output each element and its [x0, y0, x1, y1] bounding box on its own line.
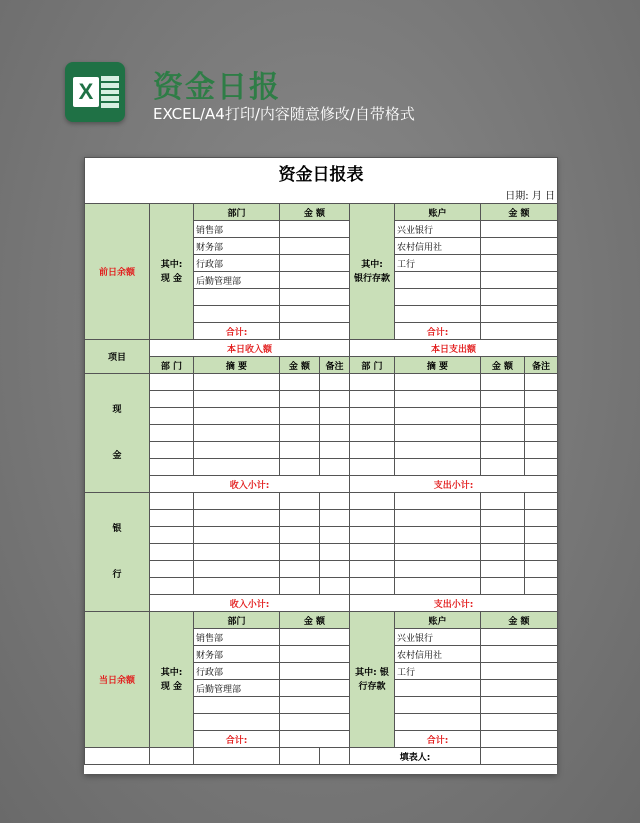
opening-amount-cell[interactable] — [280, 289, 350, 306]
closing-bank-amount-cell[interactable] — [481, 646, 558, 663]
table-cell[interactable] — [150, 425, 194, 442]
opening-account-cell[interactable] — [395, 306, 481, 323]
opening-amount-cell[interactable] — [280, 238, 350, 255]
closing-dept-cell[interactable]: 行政部 — [194, 663, 280, 680]
opening-dept-cell[interactable]: 后勤管理部 — [194, 272, 280, 289]
table-cell[interactable] — [150, 493, 194, 510]
table-cell[interactable] — [320, 544, 350, 561]
table-cell[interactable] — [280, 493, 320, 510]
closing-bank-amount-cell[interactable] — [481, 680, 558, 697]
closing-amount-cell[interactable] — [280, 714, 350, 731]
table-cell — [150, 748, 194, 765]
closing-account-cell[interactable] — [395, 680, 481, 697]
table-cell[interactable] — [320, 510, 350, 527]
opening-bank-amount-cell[interactable] — [481, 306, 558, 323]
opening-account-cell[interactable] — [395, 272, 481, 289]
closing-account-cell[interactable] — [395, 714, 481, 731]
table-cell[interactable] — [320, 442, 350, 459]
table-cell[interactable] — [280, 527, 320, 544]
table-cell[interactable] — [350, 510, 395, 527]
table-cell[interactable] — [395, 442, 481, 459]
table-cell[interactable] — [395, 408, 481, 425]
table-cell[interactable] — [395, 425, 481, 442]
opening-account-cell[interactable]: 农村信用社 — [395, 238, 481, 255]
closing-bank-amount-header: 金 额 — [481, 612, 558, 629]
opening-bank-amount-cell[interactable] — [481, 255, 558, 272]
closing-bank-amount-cell[interactable] — [481, 697, 558, 714]
table-cell[interactable] — [194, 425, 280, 442]
cash-income-subtotal: 收入小计: — [150, 476, 350, 493]
opening-account-header: 账户 — [395, 204, 481, 221]
opening-bank-amount-cell[interactable] — [481, 238, 558, 255]
table-cell[interactable] — [395, 578, 481, 595]
table-cell[interactable] — [525, 391, 558, 408]
table-cell[interactable] — [320, 578, 350, 595]
table-cell[interactable] — [280, 578, 320, 595]
table-cell[interactable] — [525, 578, 558, 595]
table-cell[interactable] — [150, 578, 194, 595]
table-cell[interactable] — [350, 493, 395, 510]
table-cell[interactable] — [395, 391, 481, 408]
table-cell[interactable] — [150, 527, 194, 544]
opening-total-left: 合计: — [194, 323, 280, 340]
table-cell[interactable] — [150, 561, 194, 578]
col-amount-expense: 金 额 — [481, 357, 525, 374]
closing-bank-total-amount[interactable] — [481, 731, 558, 748]
date-field: 日期: 月 日 — [85, 187, 558, 204]
table-cell[interactable] — [150, 408, 194, 425]
table-cell[interactable] — [525, 510, 558, 527]
opening-amount-cell[interactable] — [280, 221, 350, 238]
table-cell[interactable] — [320, 374, 350, 391]
closing-dept-cell[interactable] — [194, 697, 280, 714]
project-label: 项目 — [85, 340, 150, 374]
table-cell[interactable] — [525, 527, 558, 544]
closing-dept-cell[interactable]: 销售部 — [194, 629, 280, 646]
table-cell[interactable] — [280, 459, 320, 476]
opening-dept-header: 部门 — [194, 204, 280, 221]
table-cell[interactable] — [481, 493, 525, 510]
table-cell[interactable] — [280, 561, 320, 578]
table-cell[interactable] — [525, 408, 558, 425]
closing-dept-cell[interactable] — [194, 714, 280, 731]
bank-label: 银 行 — [85, 493, 150, 612]
table-cell[interactable] — [194, 459, 280, 476]
table-cell[interactable] — [280, 374, 320, 391]
opening-account-cell[interactable]: 兴业银行 — [395, 221, 481, 238]
table-cell[interactable] — [350, 374, 395, 391]
table-cell[interactable] — [481, 442, 525, 459]
opening-account-cell[interactable] — [395, 289, 481, 306]
table-cell[interactable] — [525, 425, 558, 442]
table-cell[interactable] — [194, 374, 280, 391]
table-cell[interactable] — [395, 544, 481, 561]
closing-account-cell[interactable]: 工行 — [395, 663, 481, 680]
opening-amount-cell[interactable] — [280, 255, 350, 272]
table-cell[interactable] — [395, 374, 481, 391]
excel-logo-letter: X — [73, 77, 99, 107]
table-cell[interactable] — [525, 459, 558, 476]
opening-bank-amount-cell[interactable] — [481, 272, 558, 289]
closing-amount-cell[interactable] — [280, 629, 350, 646]
bank-income-subtotal: 收入小计: — [150, 595, 350, 612]
opening-dept-cell[interactable] — [194, 289, 280, 306]
opening-bank-label: 其中: 银行存款 — [350, 204, 395, 340]
table-cell[interactable] — [280, 425, 320, 442]
page-subtitle: EXCEL/A4打印/内容随意修改/自带格式 — [153, 105, 415, 123]
opening-bank-amount-cell[interactable] — [481, 289, 558, 306]
table-cell[interactable] — [481, 459, 525, 476]
opening-cash-label: 其中: 现 金 — [150, 204, 194, 340]
closing-bank-amount-cell[interactable] — [481, 629, 558, 646]
cash-expense-subtotal: 支出小计: — [350, 476, 558, 493]
closing-account-cell[interactable] — [395, 697, 481, 714]
table-cell[interactable] — [194, 510, 280, 527]
table-cell[interactable] — [194, 544, 280, 561]
table-cell[interactable] — [481, 510, 525, 527]
table-cell[interactable] — [280, 544, 320, 561]
table-cell[interactable] — [150, 544, 194, 561]
table-cell[interactable] — [525, 442, 558, 459]
table-cell[interactable] — [320, 527, 350, 544]
table-cell[interactable] — [395, 459, 481, 476]
table-cell — [320, 748, 350, 765]
table-cell[interactable] — [194, 408, 280, 425]
closing-total-left: 合计: — [194, 731, 280, 748]
closing-amount-cell[interactable] — [280, 646, 350, 663]
col-dept-expense: 部 门 — [350, 357, 395, 374]
table-cell[interactable] — [395, 510, 481, 527]
table-cell — [280, 748, 320, 765]
table-cell[interactable] — [150, 391, 194, 408]
table-cell[interactable] — [395, 561, 481, 578]
closing-account-cell[interactable]: 农村信用社 — [395, 646, 481, 663]
opening-amount-cell[interactable] — [280, 272, 350, 289]
closing-dept-header: 部门 — [194, 612, 280, 629]
opening-account-cell[interactable]: 工行 — [395, 255, 481, 272]
table-cell[interactable] — [525, 493, 558, 510]
cash-label: 现 金 — [85, 374, 150, 493]
closing-amount-cell[interactable] — [280, 680, 350, 697]
table-cell[interactable] — [150, 510, 194, 527]
table-cell[interactable] — [194, 561, 280, 578]
table-cell[interactable] — [350, 561, 395, 578]
table-cell[interactable] — [150, 459, 194, 476]
closing-bank-amount-cell[interactable] — [481, 663, 558, 680]
opening-dept-cell[interactable]: 行政部 — [194, 255, 280, 272]
opening-dept-cell[interactable]: 财务部 — [194, 238, 280, 255]
filler-signature[interactable] — [481, 748, 558, 765]
closing-cash-label: 其中: 现 金 — [150, 612, 194, 748]
table-cell[interactable] — [350, 391, 395, 408]
table-cell[interactable] — [525, 544, 558, 561]
closing-bank-amount-cell[interactable] — [481, 714, 558, 731]
table-cell[interactable] — [481, 561, 525, 578]
table-cell[interactable] — [350, 425, 395, 442]
table-cell[interactable] — [320, 408, 350, 425]
sheet-title: 资金日报表 — [85, 158, 558, 187]
opening-bank-total-amount[interactable] — [481, 323, 558, 340]
income-label: 本日收入额 — [150, 340, 350, 357]
table-cell[interactable] — [320, 459, 350, 476]
col-summary: 摘 要 — [194, 357, 280, 374]
opening-bank-amount-cell[interactable] — [481, 221, 558, 238]
table-cell[interactable] — [320, 493, 350, 510]
opening-dept-cell[interactable]: 销售部 — [194, 221, 280, 238]
table-cell[interactable] — [350, 442, 395, 459]
page-header — [0, 0, 640, 150]
table-cell[interactable] — [395, 493, 481, 510]
opening-dept-cell[interactable] — [194, 306, 280, 323]
table-cell[interactable] — [194, 442, 280, 459]
table-cell[interactable] — [194, 527, 280, 544]
table-cell — [85, 748, 150, 765]
excel-icon — [65, 62, 125, 122]
table-cell[interactable] — [525, 374, 558, 391]
col-dept: 部 门 — [150, 357, 194, 374]
table-cell[interactable] — [350, 578, 395, 595]
col-summary-expense: 摘 要 — [395, 357, 481, 374]
table-cell — [194, 748, 280, 765]
table-cell[interactable] — [350, 459, 395, 476]
table-cell[interactable] — [395, 527, 481, 544]
table-cell[interactable] — [280, 408, 320, 425]
table-cell[interactable] — [481, 578, 525, 595]
expense-label: 本日支出额 — [350, 340, 558, 357]
col-note-expense: 备注 — [525, 357, 558, 374]
table-cell[interactable] — [350, 544, 395, 561]
opening-amount-header: 金 额 — [280, 204, 350, 221]
table-cell[interactable] — [320, 425, 350, 442]
col-note: 备注 — [320, 357, 350, 374]
table-cell[interactable] — [350, 408, 395, 425]
table-cell[interactable] — [481, 391, 525, 408]
closing-amount-cell[interactable] — [280, 663, 350, 680]
table-cell[interactable] — [150, 374, 194, 391]
table-cell[interactable] — [481, 544, 525, 561]
table-cell[interactable] — [481, 527, 525, 544]
opening-total-right: 合计: — [395, 323, 481, 340]
closing-amount-cell[interactable] — [280, 697, 350, 714]
excel-grid-icon — [101, 76, 119, 108]
filler-label: 填表人: — [350, 748, 481, 765]
table-cell[interactable] — [194, 391, 280, 408]
table-cell[interactable] — [525, 561, 558, 578]
table-cell[interactable] — [320, 391, 350, 408]
closing-dept-cell[interactable]: 后勤管理部 — [194, 680, 280, 697]
table-cell[interactable] — [280, 391, 320, 408]
bank-expense-subtotal: 支出小计: — [350, 595, 558, 612]
table-cell[interactable] — [280, 442, 320, 459]
closing-balance-label: 当日余额 — [85, 612, 150, 748]
table-cell[interactable] — [481, 374, 525, 391]
table-cell[interactable] — [481, 425, 525, 442]
closing-dept-cell[interactable]: 财务部 — [194, 646, 280, 663]
opening-total-amount[interactable] — [280, 323, 350, 340]
table-cell[interactable] — [194, 578, 280, 595]
table-cell[interactable] — [194, 493, 280, 510]
closing-account-cell[interactable]: 兴业银行 — [395, 629, 481, 646]
closing-bank-label: 其中: 银 行存款 — [350, 612, 395, 748]
spreadsheet — [84, 157, 557, 774]
fund-report-table — [84, 157, 558, 765]
closing-total-right: 合计: — [395, 731, 481, 748]
closing-account-header: 账户 — [395, 612, 481, 629]
table-cell[interactable] — [350, 527, 395, 544]
table-cell[interactable] — [320, 561, 350, 578]
opening-bank-amount-header: 金 额 — [481, 204, 558, 221]
col-amount: 金 额 — [280, 357, 320, 374]
closing-total-amount[interactable] — [280, 731, 350, 748]
page-title: 资金日报 — [153, 70, 281, 105]
opening-balance-label: 前日余额 — [85, 204, 150, 340]
table-cell[interactable] — [150, 442, 194, 459]
closing-amount-header: 金 额 — [280, 612, 350, 629]
table-cell[interactable] — [481, 408, 525, 425]
table-cell[interactable] — [280, 510, 320, 527]
opening-amount-cell[interactable] — [280, 306, 350, 323]
